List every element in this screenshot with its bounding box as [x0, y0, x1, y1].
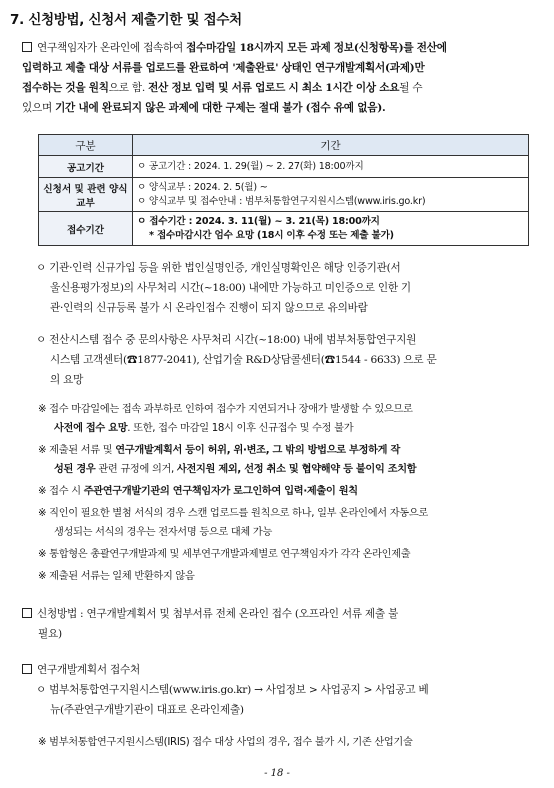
venue-note: ※ 범부처통합연구지원시스템(IRIS) 접수 대상 사업의 경우, 접수 불가 시, 기존 산업기술 [38, 737, 413, 748]
bullet-line: ㅇ 기관·인력 신규가입 등을 위한 법인실명인증, 개인실명확인은 해당 인증기관(서 [36, 262, 401, 274]
section-heading: 7. 신청방법, 신청서 제출기한 및 접수처 [10, 12, 242, 28]
table-row [39, 212, 529, 246]
method-text: 신청방법 : 연구개발계획서 및 첨부서류 전체 온라인 접수 (오프라인 서류 제출 불 [37, 608, 398, 620]
table-value-cell [133, 178, 529, 212]
table-value-line: ㅇ 양식교부 : 2024. 2. 5(월) ~ [137, 181, 268, 193]
method-paragraph [22, 604, 534, 644]
intro-text-bold: 전산 정보 입력 및 서류 업로드 시 최소 1시간 이상 소요 [148, 82, 400, 94]
note-line: ※ 제출된 서류는 일체 반환하지 않음 [38, 571, 195, 582]
note-line: ※ 통합형은 총괄연구개발과제 및 세부연구개발과제별로 연구책임자가 각각 온라인제출 [38, 549, 411, 560]
note-text: 관련 규정에 의거, [95, 464, 177, 475]
note-text-bold: 주관연구개발기관의 연구책임자가 로그인하여 입력·제출이 원칙 [83, 486, 358, 497]
intro-text: 될 수 [399, 82, 423, 94]
intro-text-bold: 접수마감일 18시까지 모든 과제 정보(신청항목)를 전산에 [186, 42, 447, 54]
method-text: 필요) [38, 628, 62, 640]
note-text-bold: 사전에 접수 요망 [54, 423, 128, 434]
intro-paragraph [22, 38, 534, 118]
table-header-row [39, 135, 529, 156]
table-key-cell: 접수기간 [39, 212, 133, 246]
bullet-line: 울신용평가정보)의 사무처리 시간(~18:00) 내에만 가능하고 미인증으로 인한 기 [50, 282, 411, 294]
page-number: - 18 - [264, 768, 290, 779]
venue-section [22, 660, 534, 720]
note-line: ※ 직인이 필요한 별첨 서식의 경우 스캔 업로드를 원칙으로 하나, 일부 온라인에서 자동으로 [38, 508, 428, 519]
intro-text: 으로 함. [108, 82, 149, 94]
note-line: 생성되는 서식의 경우는 전자서명 등으로 대체 가능 [54, 527, 272, 538]
note-line: ※ 접수 마감일에는 접속 과부하로 인하여 접수가 지연되거나 장애가 발생할 수 있으므로 [38, 404, 413, 415]
table-header-cell: 구분 [39, 135, 133, 156]
intro-text-bold: 입력하고 제출 대상 서류를 업로드를 완료하여 '제출완료' 상태인 연구개발계획서(과제)만 [22, 62, 425, 74]
table-key-cell: 공고기간 [39, 156, 133, 178]
intro-text: 연구책임자가 온라인에 접속하여 [37, 42, 187, 54]
square-bullet-icon [22, 608, 32, 618]
intro-text-bold: 기간 내에 완료되지 않은 과제에 대한 구제는 절대 불가 (접수 유예 없음). [55, 102, 386, 114]
table-key-cell: 신청서 및 관련 양식 교부 [39, 178, 133, 212]
table-header-cell: 기간 [133, 135, 529, 156]
note-text: ※ 제출된 서류 및 [38, 445, 116, 456]
table-value-line: ㅇ 공고기간 : 2024. 1. 29(월) ~ 2. 27(화) 18:00까지 [137, 160, 364, 172]
bullet-line: ㅇ 전산시스템 접수 중 문의사항은 사무처리 시간(~18:00) 내에 범부처통합연구지원 [36, 334, 417, 346]
square-bullet-icon [22, 42, 32, 52]
intro-text: 있으며 [22, 102, 56, 114]
table-row [39, 156, 529, 178]
table-row [39, 178, 529, 212]
bullet-line: 관·인력의 신규등록 불가 시 온라인접수 진행이 되지 않으므로 유의바람 [50, 302, 368, 314]
note-text: ※ 접수 시 [38, 486, 84, 497]
bullet-line: 시스템 고객센터(☎1877-2041), 산업기술 R&D상담콜센터(☎1544 - 6633) 으로 문 [50, 354, 437, 366]
note-text: . 또한, 접수 마감일 18시 이후 신규접수 및 수정 불가 [127, 423, 354, 434]
table-value-cell [133, 156, 529, 178]
table-value-line: ㅇ 접수기간 : 2024. 3. 11(월) ~ 3. 21(목) 18:00까지 [137, 215, 380, 227]
table-value-line: * 접수마감시간 엄수 요망 (18시 이후 수정 또는 제출 불가) [149, 229, 394, 241]
square-bullet-icon [22, 664, 32, 674]
venue-line: ㅇ 범부처통합연구지원시스템(www.iris.go.kr) → 사업정보 > 사업공지 > 사업공고 베 [36, 684, 429, 696]
note-text-bold: 연구개발계획서 등이 허위, 위·변조, 그 밖의 방법으로 부정하게 작 [115, 445, 401, 456]
venue-line: 뉴(주관연구개발기관이 대표로 온라인제출) [50, 704, 244, 716]
note-text-bold: 성된 경우 [54, 464, 96, 475]
table-value-cell [133, 212, 529, 246]
venue-title: 연구개발계획서 접수처 [37, 664, 140, 676]
schedule-table [38, 134, 529, 246]
intro-text-bold: 접수하는 것을 원칙 [22, 82, 109, 94]
table-value-line: ㅇ 양식교부 및 접수안내 : 범부처통합연구지원시스템(www.iris.go.kr) [137, 195, 426, 207]
bullet-support [36, 330, 546, 390]
bullet-line: 의 요망 [50, 374, 84, 386]
note-text-bold: 사전지원 제외, 선정 취소 및 협약해약 등 불이익 조치함 [176, 464, 417, 475]
notes-list [38, 400, 548, 586]
bullet-signup [36, 258, 546, 318]
